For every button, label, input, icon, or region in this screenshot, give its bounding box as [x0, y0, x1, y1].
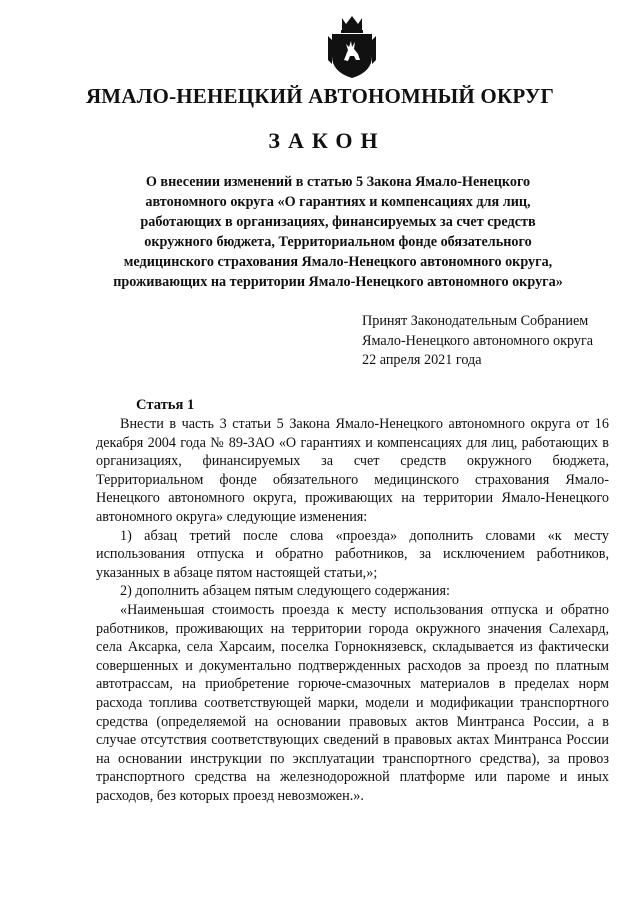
adoption-line: Принят Законодательным Собранием: [362, 313, 589, 329]
article-paragraph: 2) дополнить абзацем пятым следующего содержания:: [120, 583, 450, 600]
law-title: [88, 172, 588, 292]
law-title-line: работающих в организациях, финансируемых за счет средств: [140, 214, 536, 230]
article-heading: Статья 1: [136, 397, 195, 413]
adoption-note: [362, 312, 632, 371]
law-title-line: О внесении изменений в статью 5 Закона Ямало-Ненецкого: [145, 174, 531, 190]
adoption-date: 22 апреля 2021 года: [362, 352, 482, 368]
document-type: ЗАКОН: [268, 128, 386, 153]
law-title-line: медицинского страхования Ямало-Ненецкого автономного округа,: [123, 254, 553, 270]
law-title-line: проживающих на территории Ямало-Ненецкого автономного округа»: [113, 274, 563, 290]
coat-of-arms-icon: [326, 14, 378, 80]
law-title-line: окружного бюджета, Территориальном фонде обязательного: [144, 234, 532, 250]
region-name: ЯМАЛО-НЕНЕЦКИЙ АВТОНОМНЫЙ ОКРУГ: [85, 84, 555, 108]
article-paragraph: «Наименьшая стоимость проезда к месту использования отпуска и обратно работников, проживающих на территории города окружного значения Салехард, села Аксарка, села Харсаим, поселка Горнокнязевск, складывается из фактически совершенных и документально подтвержденных расходов за проезд по платным автотрассам, на приобретение горюче-смазочных материалов в пределах норм расхода топлива соответствующей марки, модели и модификации транспортного средства (определяемой на основании правовых актов Минтранса России, а в случае отсутствия соответствующих сведений в правовых актах Минтранса России на основании инструкции по эксплуатации транспортного средства), за провоз транспортного средства на железнодорожной платформе или пароме и иных расходов, без которых проезд невозможен.».: [96, 601, 609, 804]
adoption-line: Ямало-Ненецкого автономного округа: [362, 332, 594, 349]
law-title-line: автономного округа «О гарантиях и компенсациях для лиц,: [145, 194, 531, 210]
article-paragraph: 1) абзац третий после слова «проезда» дополнить словами «к месту использования отпуска и обратно работников, за исключением работников, указанных в абзаце пятом настоящей статьи,»;: [96, 527, 609, 581]
article-body: [96, 415, 609, 805]
article-paragraph: Внести в часть 3 статьи 5 Закона Ямало-Ненецкого автономного округа от 16 декабря 2004 года № 89-ЗАО «О гарантиях и компенсациях для лиц, работающих в организациях, финансируемых за счет средств окружного бюджета, Территориальном фонде обязательного медицинского страхования Ямало-Ненецкого автономного округа, проживающих на территории Ямало-Ненецкого автономного округа» следующие изменения:: [96, 416, 609, 525]
